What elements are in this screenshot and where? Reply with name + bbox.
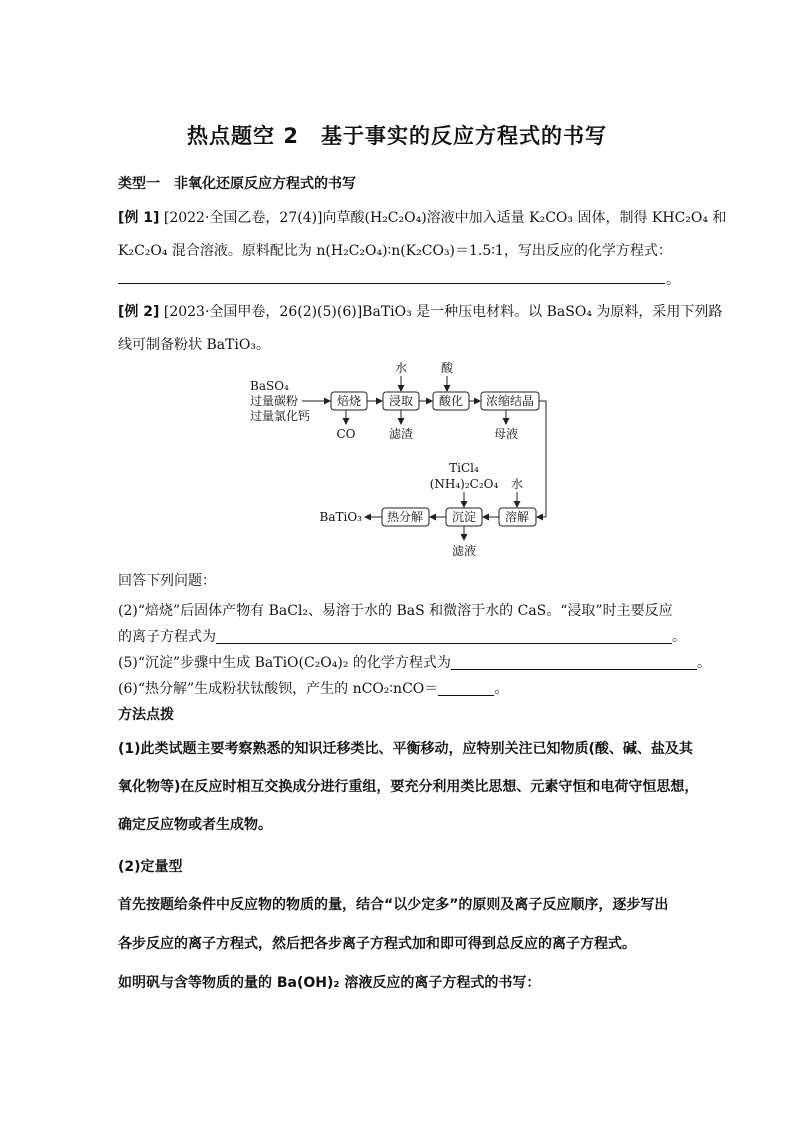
output-mother-liquor: 母液 [493, 427, 519, 441]
method-p1-line-1: (1)此类试题主要考察熟悉的知识迁移类比、平衡移动，应特别关注已知物质(酸、碱、盐及其 [118, 741, 693, 757]
method-p1-line-2: 氧化物等)在反应时相互交换成分进行重组，要充分利用类比思想、元素守恒和电荷守恒思想， [118, 779, 699, 795]
questions-intro: 回答下列问题： [118, 573, 216, 589]
feed-cacl2: 过量氯化钙 [250, 409, 311, 423]
input-acid: 酸 [440, 361, 454, 375]
input-ammonium-oxalate: (NH₄)₂C₂O₄ [429, 477, 499, 491]
question-5-text: (5)“沉淀”步骤中生成 BaTiO(C₂O₄)₂ 的化学方程式为 [118, 655, 451, 671]
step-dissolve-label: 溶解 [504, 510, 530, 524]
method-p2: (2)定量型 [118, 859, 183, 875]
input-water-1: 水 [394, 361, 408, 375]
question-6-end: 。 [494, 681, 509, 697]
question-6-text: (6)“热分解”生成粉状钛酸钡，产生的 nCO₂∶nCO＝ [118, 681, 439, 697]
step-decompose-label: 热分解 [386, 510, 424, 524]
step-precipitate-label: 沉淀 [451, 510, 477, 524]
input-water-2: 水 [510, 477, 524, 491]
example-1-end: 。 [666, 272, 680, 288]
process-flow-diagram [240, 358, 570, 563]
question-2-line-2 [118, 626, 686, 646]
step-crystallize-label: 浓缩结晶 [485, 394, 535, 408]
question-2-answer-blank[interactable] [216, 629, 672, 644]
question-6 [118, 678, 508, 698]
question-2-end: 。 [672, 629, 686, 645]
feed-baso4: BaSO₄ [250, 379, 289, 393]
type-heading: 类型一 非氧化还原反应方程式的书写 [118, 176, 356, 192]
question-5-answer-blank[interactable] [451, 655, 697, 670]
question-2-text-2: 的离子方程式为 [118, 629, 216, 645]
page-title: 热点题空 2 基于事实的反应方程式的书写 [187, 124, 607, 148]
question-2-line-1: (2)“焙烧”后固体产物有 BaCl₂、易溶于水的 BaS 和微溶于水的 CaS。“浸取”时主要反应 [118, 603, 673, 619]
example-2-tag: [例 2] [118, 304, 160, 320]
example-1-text-1: [2022·全国乙卷，27(4)]向草酸(H₂C₂O₄)溶液中加入适量 K₂CO₃ 固体，制得 KHC₂O₄ 和 [163, 210, 727, 226]
example-2-line-2: 线可制备粉状 BaTiO₃。 [118, 337, 270, 353]
method-p3-line-2: 各步反应的离子方程式，然后把各步离子方程式加和即可得到总反应的离子方程式。 [118, 936, 636, 952]
product-batio3: BaTiO₃ [319, 510, 362, 524]
input-ticl4: TiCl₄ [449, 461, 479, 475]
example-1-answer-blank[interactable] [118, 283, 665, 284]
feed-carbon: 过量碳粉 [250, 394, 299, 408]
method-p4: 如明矾与含等物质的量的 Ba(OH)₂ 溶液反应的离子方程式的书写： [118, 975, 541, 991]
step-acidify-label: 酸化 [438, 394, 464, 408]
example-1-line-2: K₂C₂O₄ 混合溶液。原料配比为 n(H₂C₂O₄)∶n(K₂CO₃)＝1.5∶1，写出反应的化学方程式： [118, 243, 672, 259]
method-p1-line-3: 确定反应物或者生成物。 [118, 817, 272, 833]
output-co: CO [336, 427, 356, 441]
method-heading: 方法点拨 [118, 707, 174, 723]
step-leach-label: 浸取 [388, 394, 414, 408]
question-5-end: 。 [696, 655, 711, 671]
example-1-line-1 [118, 207, 726, 227]
question-6-answer-blank[interactable] [438, 681, 494, 696]
output-residue: 滤渣 [388, 427, 414, 441]
method-p3-line-1: 首先按题给条件中反应物的物质的量，结合“以少定多”的原则及离子反应顺序，逐步写出 [118, 897, 669, 913]
question-5 [118, 652, 711, 672]
step-roast-label: 焙烧 [336, 394, 362, 408]
example-1-tag: [例 1] [118, 210, 160, 226]
arrow-crystallize-dissolve [537, 401, 546, 517]
example-2-text-1: [2023·全国甲卷，26(2)(5)(6)]BaTiO₃ 是一种压电材料。以 BaSO₄ 为原料，采用下列路 [163, 304, 723, 320]
example-2-line-1 [118, 301, 722, 321]
output-filtrate: 滤液 [451, 544, 477, 558]
